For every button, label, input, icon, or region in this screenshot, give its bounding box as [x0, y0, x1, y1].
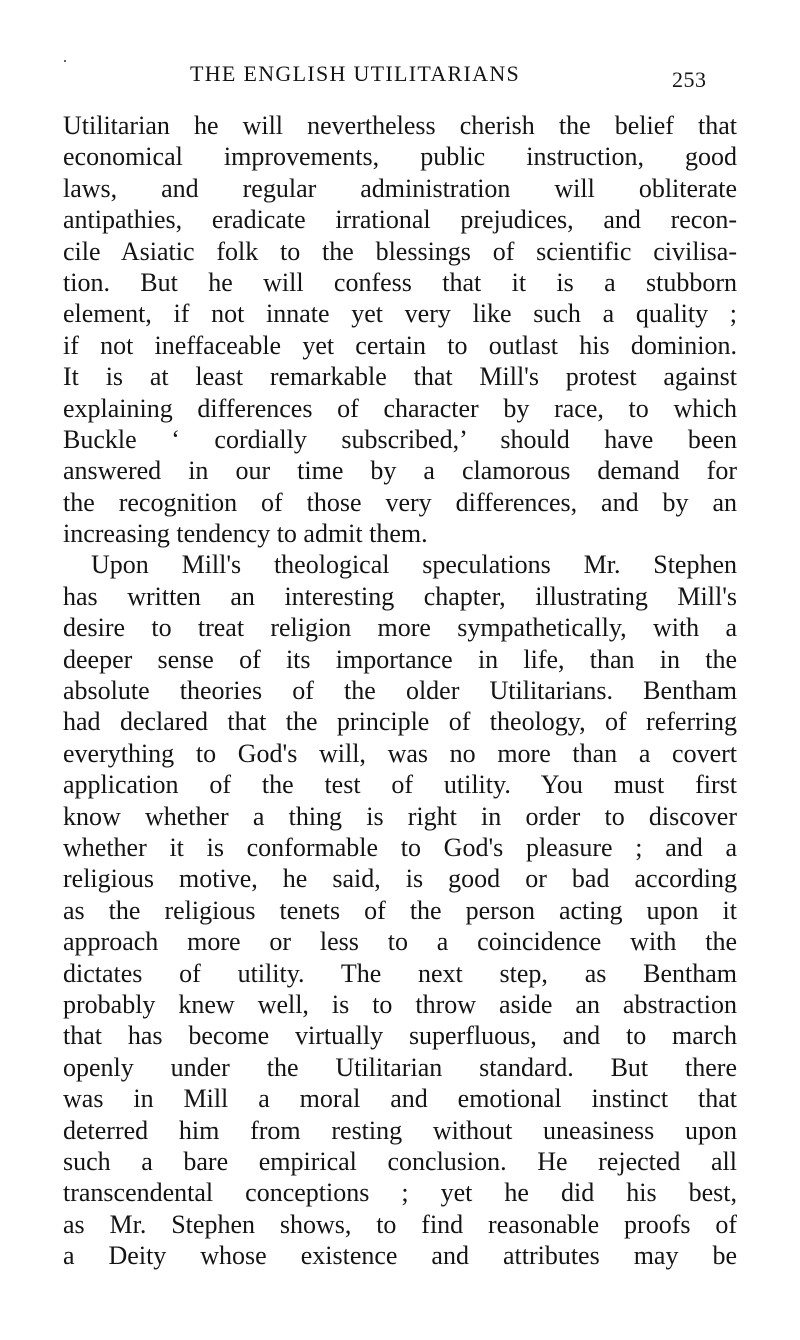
text-line: application of the test of utility. You must first	[63, 770, 737, 800]
text-line: explaining differences of character by race, to which	[63, 393, 737, 423]
text-line: had declared that the principle of theology, of referring	[63, 707, 737, 737]
text-line: such a bare empirical conclusion. He rejected all	[63, 1146, 737, 1176]
text-line: dictates of utility. The next step, as Bentham	[63, 958, 737, 988]
text-line: a Deity whose existence and attributes may be	[63, 1241, 737, 1271]
text-line: absolute theories of the older Utilitarians. Bentham	[63, 676, 737, 706]
text-line: as the religious tenets of the person acting upon it	[63, 895, 737, 925]
text-line: increasing tendency to admit them.	[63, 519, 428, 549]
text-line: deterred him from resting without uneasiness upon	[63, 1115, 737, 1145]
text-line: was in Mill a moral and emotional instinct that	[63, 1084, 737, 1114]
paragraph	[63, 549, 737, 1271]
text-line: has written an interesting chapter, illustrating Mill's	[63, 581, 737, 611]
text-line: element, if not innate yet very like such a quality ;	[63, 299, 737, 329]
text-line: cile Asiatic folk to the blessings of scientific civilisa-	[63, 236, 737, 266]
text-line: Upon Mill's theological speculations Mr. Stephen	[91, 550, 737, 580]
text-line: It is at least remarkable that Mill's protest against	[63, 362, 737, 392]
text-line: approach more or less to a coincidence with the	[63, 927, 737, 957]
text-line: everything to God's will, was no more than a covert	[63, 738, 737, 768]
running-title: THE ENGLISH UTILITARIANS	[190, 61, 521, 86]
text-line: that has become virtually superfluous, and to march	[63, 1021, 737, 1051]
text-line: whether it is conformable to God's pleasure ; and a	[63, 832, 737, 862]
text-line: desire to treat religion more sympathetically, with a	[63, 613, 737, 643]
text-line: as Mr. Stephen shows, to find reasonable proofs of	[63, 1209, 737, 1239]
body-text	[63, 110, 737, 1271]
text-line: answered in our time by a clamorous demand for	[63, 456, 737, 486]
text-line: if not ineffaceable yet certain to outlast his dominion.	[63, 330, 737, 360]
text-line: economical improvements, public instruction, good	[63, 142, 737, 172]
running-head	[0, 60, 800, 92]
text-line: tion. But he will confess that it is a stubborn	[63, 267, 737, 297]
text-line: deeper sense of its importance in life, than in the	[63, 644, 737, 674]
text-line: religious motive, he said, is good or bad according	[63, 864, 737, 894]
text-line: the recognition of those very differences, and by an	[63, 487, 737, 517]
text-line: Buckle ‘ cordially subscribed,’ should have been	[63, 424, 737, 454]
text-line: know whether a thing is right in order to discover	[63, 801, 737, 831]
paragraph	[63, 110, 737, 549]
text-line: antipathies, eradicate irrational prejudices, and recon-	[63, 205, 737, 235]
page-number: 253	[672, 67, 707, 92]
text-line: probably knew well, is to throw aside an abstraction	[63, 989, 737, 1019]
text-line: laws, and regular administration will obliterate	[63, 173, 737, 203]
text-line: transcendental conceptions ; yet he did his best,	[63, 1178, 737, 1208]
text-line: Utilitarian he will nevertheless cherish the belief that	[63, 111, 737, 140]
text-line: openly under the Utilitarian standard. But there	[63, 1052, 737, 1082]
